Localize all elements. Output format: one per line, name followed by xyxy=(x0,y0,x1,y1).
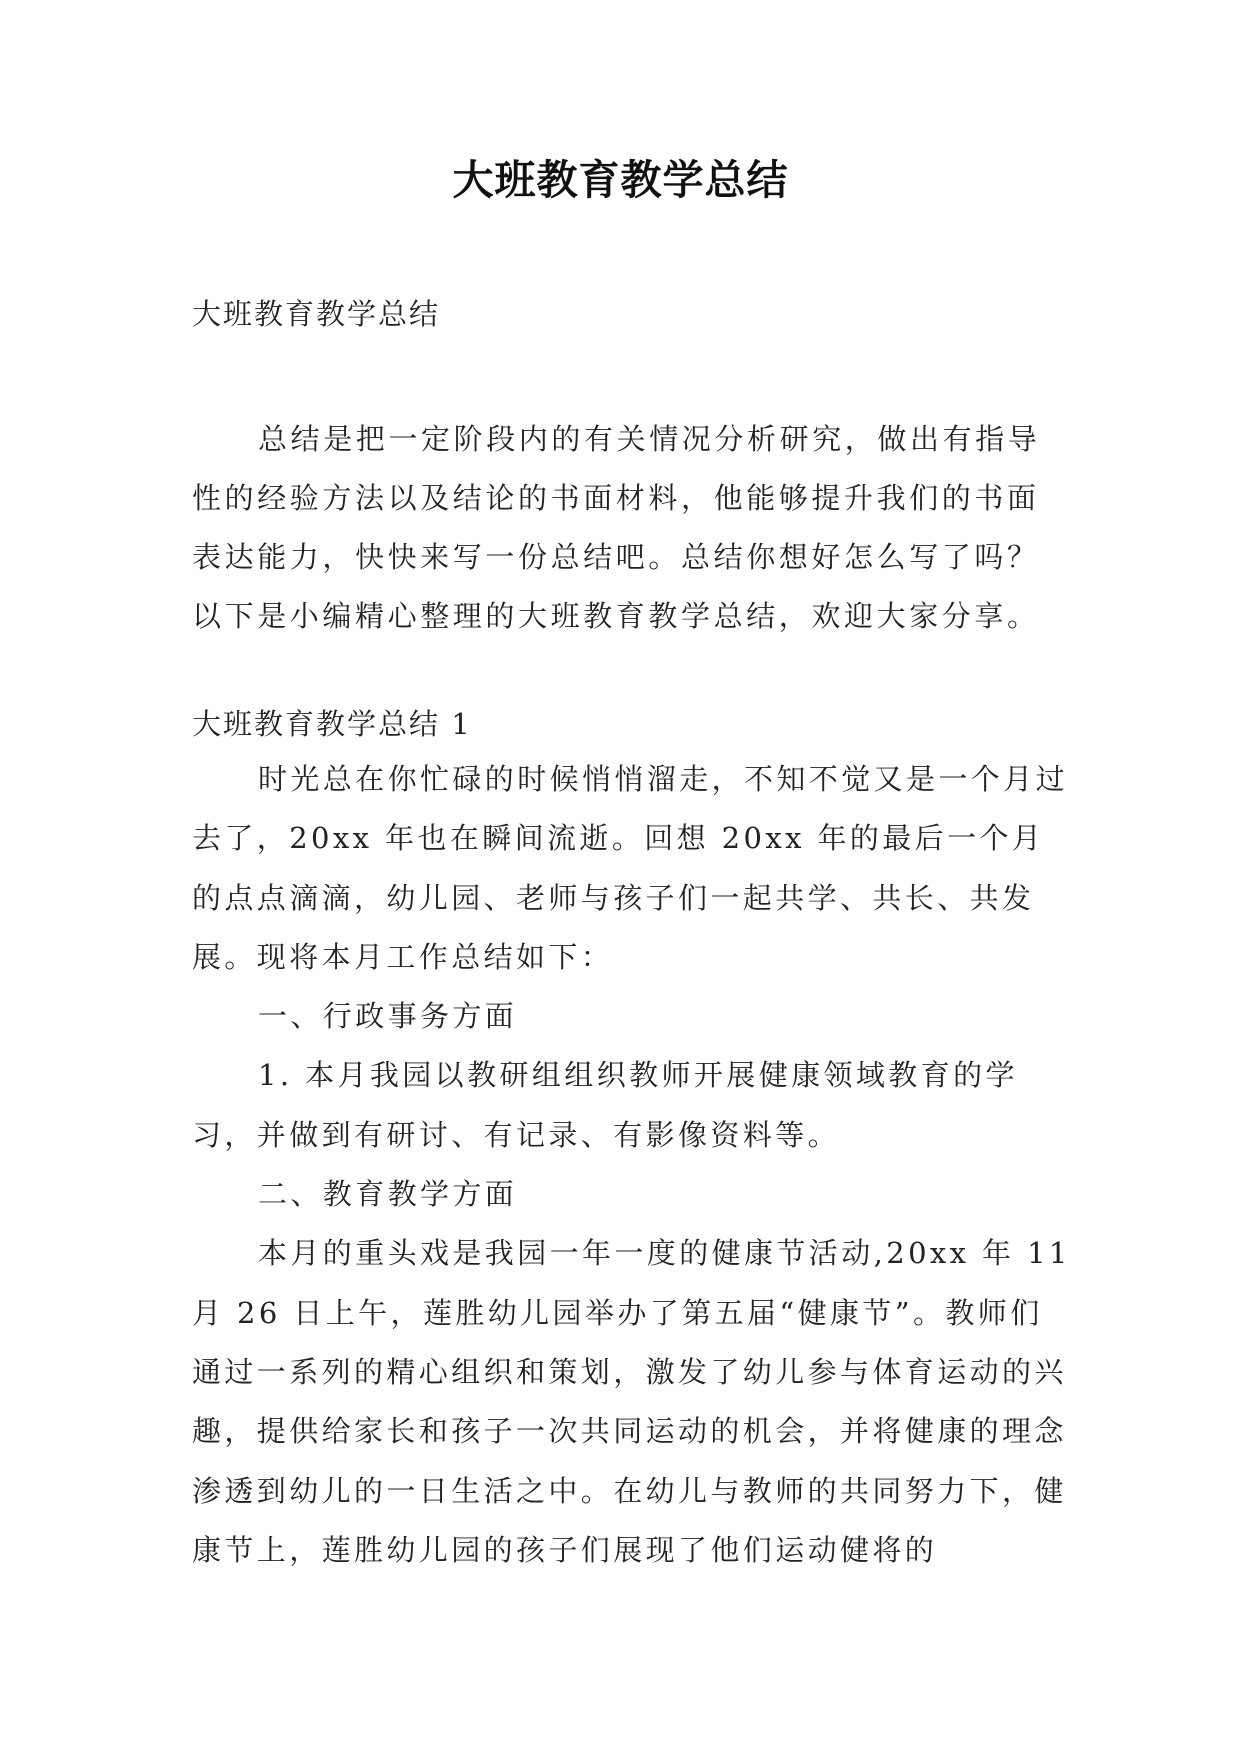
document-title: 大班教育教学总结 xyxy=(452,156,789,204)
section-content xyxy=(192,750,1072,1580)
paragraph-administration-item-1: 1. 本月我园以教研组组织教师开展健康领域教育的学习，并做到有研讨、有记录、有影像资料等。 xyxy=(192,1058,1018,1152)
document-subtitle: 大班教育教学总结 xyxy=(192,297,441,331)
heading-administration: 一、行政事务方面 xyxy=(258,999,518,1034)
intro-paragraph: 总结是把一定阶段内的有关情况分析研究，做出有指导性的经验方法以及结论的书面材料，他能够提升我们的书面表达能力，快快来写一份总结吧。总结你想好怎么写了吗？以下是小编精心整理的大班教育教学总结，欢迎大家分享。 xyxy=(192,422,1041,633)
paragraph-health-festival: 本月的重头戏是我园一年一度的健康节活动,20xx 年 11 月 26 日上午，莲胜幼儿园举办了第五届“健康节”。教师们通过一系列的精心组织和策划，激发了幼儿参与体育运动的兴趣，提供给家长和孩子一次共同运动的机会，并将健康的理念渗透到幼儿的一日生活之中。在幼儿与教师的共同努力下，健康节上，莲胜幼儿园的孩子们展现了他们运动健将的 xyxy=(192,1236,1071,1567)
section-title: 大班教育教学总结 1 xyxy=(192,707,472,741)
heading-teaching: 二、教育教学方面 xyxy=(258,1177,518,1212)
paragraph-opening: 时光总在你忙碌的时候悄悄溜走，不知不觉又是一个月过去了，20xx 年也在瞬间流逝。回想 20xx 年的最后一个月的点点滴滴，幼儿园、老师与孩子们一起共学、共长、共发展。现将本月工作总结如下： xyxy=(192,762,1069,974)
